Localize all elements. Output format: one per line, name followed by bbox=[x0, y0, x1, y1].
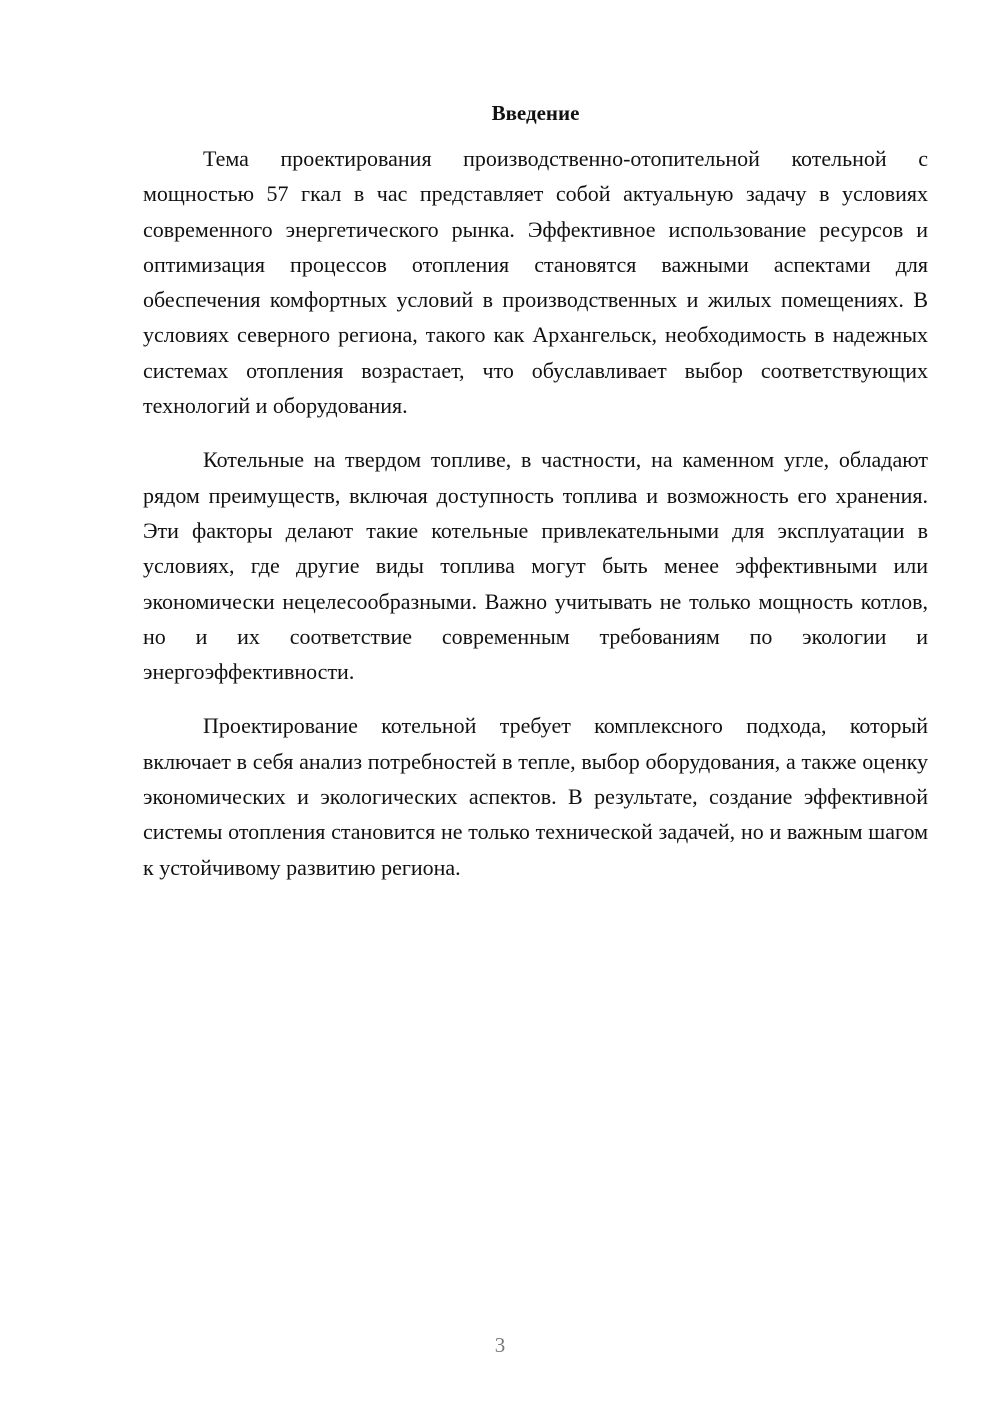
paragraph-3: Проектирование котельной требует комплексного подхода, который включает в себя анализ потребностей в тепле, выбор оборудования, а также оценку экономических и экологических аспектов. В результате, создание эффективной системы отопления становится не только технической задачей, но и важным шагом к устойчивому развитию региона. bbox=[143, 713, 928, 880]
paragraph-1: Тема проектирования производственно-отопительной котельной с мощностью 57 гкал в час представляет собой актуальную задачу в условиях современного энергетического рынка. Эффективное использование ресурсов и оптимизация процессов отопления становятся важными аспектами для обеспечения комфортных условий в производственных и жилых помещениях. В условиях северного региона, такого как Архангельск, необходимость в надежных системах отопления возрастает, что обуславливает выбор соответствующих технологий и оборудования. bbox=[143, 146, 928, 419]
section-heading: Введение bbox=[491, 101, 580, 125]
page-content bbox=[143, 98, 928, 904]
page-number: 3 bbox=[494, 1333, 506, 1357]
paragraph-2: Котельные на твердом топливе, в частности, на каменном угле, обладают рядом преимуществ, включая доступность топлива и возможность его хранения. Эти факторы делают такие котельные привлекательными для эксплуатации в условиях, где другие виды топлива могут быть менее эффективными или экономически нецелесообразными. Важно учитывать не только мощность котлов, но и их соответствие современным требованиям по экологии и энергоэффективности. bbox=[143, 447, 928, 685]
